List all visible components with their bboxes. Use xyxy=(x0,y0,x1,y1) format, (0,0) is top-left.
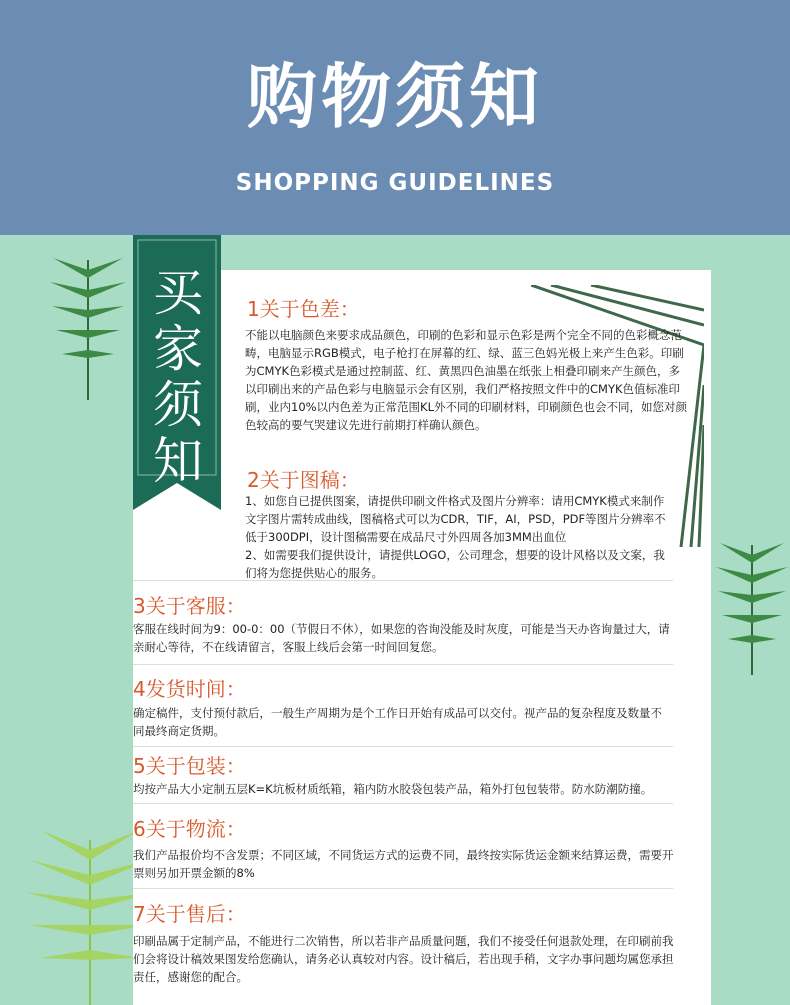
section-2-body: 1、如您自已提供图案，请提供印刷文件格式及图片分辨率：请用CMYK模式来制作文字图片需转成曲线，图稿格式可以为CDR，TIF，AI，PSD，PDF等图片分辨率不低于300DPI，设计图稿需要在成品尺寸外四周各加3MM出血位 2、如需要我们提供设计，请提供LOGO，公司理念，想要的设计风格以及文案，我们将为您提供贴心的服务。 xyxy=(245,494,666,580)
section-7-body: 印刷品属于定制产品，不能进行二次销售，所以若非产品质量问题，我们不接受任何退款处理，在印刷前我们会将设计稿效果图发给您确认，请务必认真较对内容。设计稿后，若出现手稍，文字办事问题均属您承担责任，感谢您的配合。 xyxy=(133,934,674,984)
page-subtitle: SHOPPING GUIDELINES xyxy=(235,170,555,196)
palm-leaf-left-top xyxy=(48,250,128,400)
section-3-title: 3关于客服： xyxy=(133,594,246,618)
divider-4 xyxy=(133,803,673,804)
section-7-title: 7关于售后： xyxy=(133,902,246,926)
section-5-title: 5关于包装： xyxy=(133,754,246,778)
divider-2 xyxy=(133,664,673,665)
section-6-body: 我们产品报价均不含发票；不同区域，不同货运方式的运费不同，最终按实际货运金额来结算运费，需要开票则另加开票金额的8% xyxy=(133,848,674,880)
divider-5 xyxy=(133,888,673,889)
vertical-banner xyxy=(133,235,221,510)
section-1-title: 1关于色差： xyxy=(247,297,360,321)
divider-3 xyxy=(133,746,673,747)
divider-1 xyxy=(133,580,673,581)
banner-text: 买家须知 xyxy=(153,264,203,490)
page-title: 购物须知 xyxy=(247,56,543,138)
section-4-title: 4发货时间： xyxy=(133,677,246,701)
section-1-body: 不能以电脑颜色来要求成品颜色，印刷的色彩和显示色彩是两个完全不同的色彩概念范畴，电脑显示RGB模式，电子枪打在屏幕的红、绿、蓝三色妈光极上来产生色彩。印刷为CMYK色彩模式是通过控制蓝、红、黄黑四色油墨在纸张上相叠印刷来产生颜色，多以印刷出来的产品色彩与电脑显示会有区别，我们严格按照文件中的CMYK色值标准印刷，业内10%以内色差为正常范围KL外不同的印刷材料，印刷颜色也会不同，如您对颜色较高的要气哭建议先进行前期打样确认颜色。 xyxy=(245,328,688,432)
page-header xyxy=(0,0,790,235)
section-2-title: 2关于图稿： xyxy=(247,468,360,492)
palm-leaf-right xyxy=(714,535,790,675)
section-6-title: 6关于物流： xyxy=(133,817,246,841)
section-3-body: 客服在线时间为9：00-0：00（节假日不休），如果您的咨询没能及时灰度，可能是当天办咨询量过大，请亲耐心等待，不在线请留言，客服上线后会第一时间回复您。 xyxy=(133,622,670,654)
section-4-body: 确定稿件，支付预付款后，一般生产周期为是个工作日开始有成品可以交付。视产品的复杂程度及数量不同最终商定货期。 xyxy=(133,706,662,738)
section-5-body: 均按产品大小定制五层K=K坑板材质纸箱，箱内防水胶袋包装产品，箱外打包包装带。防水防潮防撞。 xyxy=(133,782,653,796)
